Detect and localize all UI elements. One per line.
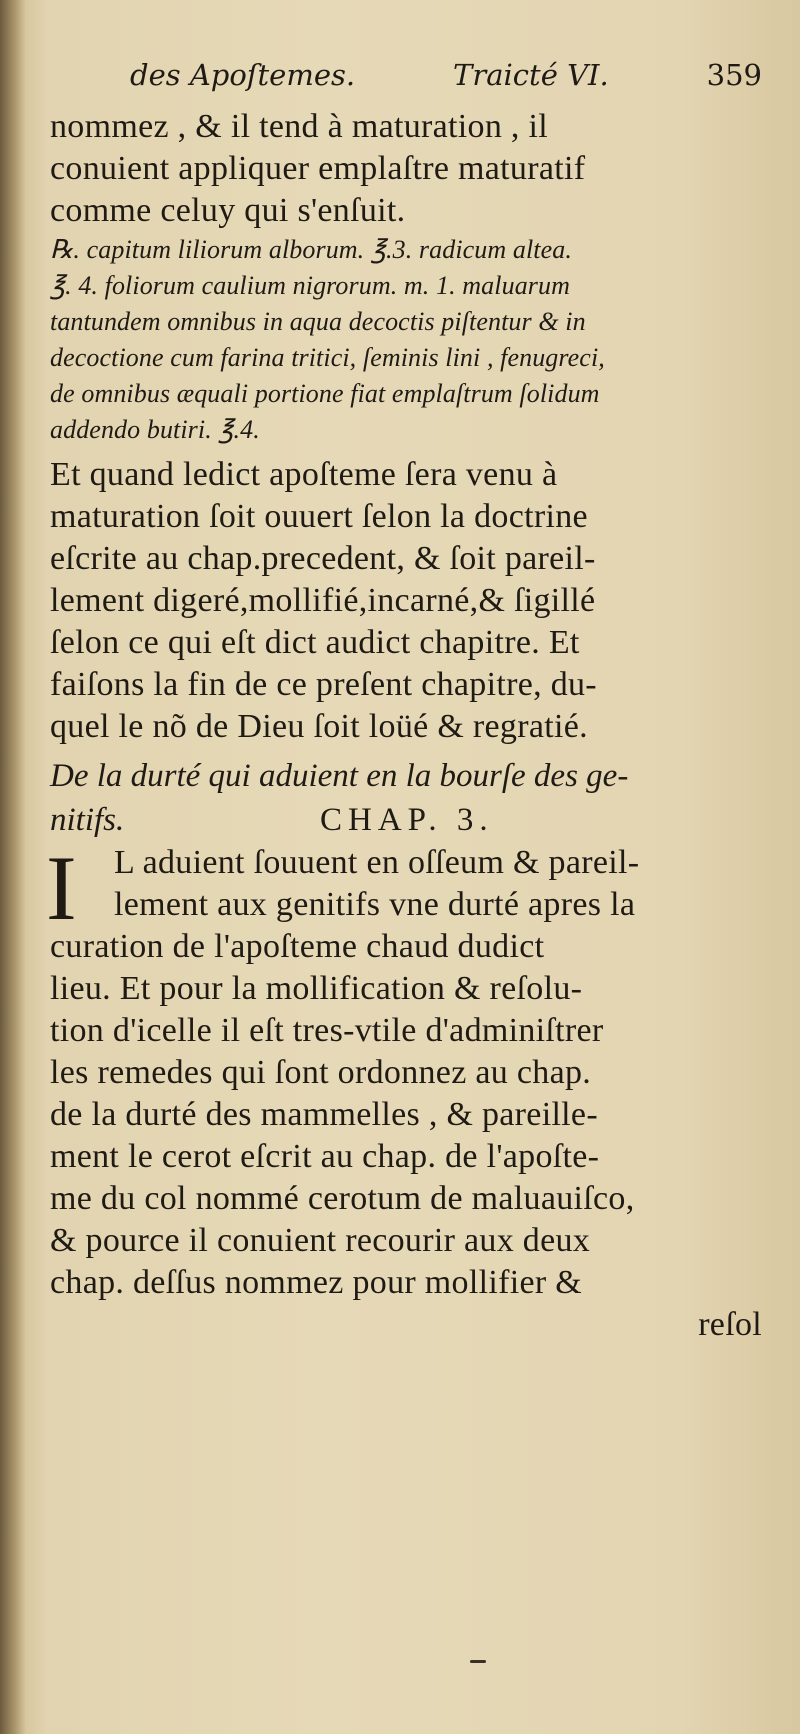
text-line: nommez , & il tend à maturation , il bbox=[50, 108, 549, 145]
text-line: tion d'icelle il eſt tres-vtile d'adminiſtrer bbox=[50, 1012, 604, 1049]
text-line: lement aux genitifs vne durté apres la bbox=[114, 886, 636, 923]
chapter-number: CHAP. 3. bbox=[320, 802, 494, 838]
recipe-line: decoctione cum farina tritici, ſeminis lini , fenugreci, bbox=[50, 343, 605, 372]
running-title: des Apoſtemes. bbox=[130, 58, 356, 92]
chapter-heading bbox=[50, 754, 770, 842]
text-line: me du col nommé cerotum de maluauiſco, bbox=[50, 1180, 635, 1217]
text-line: chap. deſſus nommez pour mollifier & bbox=[50, 1264, 583, 1301]
recipe-line: ℞. capitum liliorum alborum. ℥.3. radicum altea. bbox=[50, 235, 572, 264]
binding-gutter bbox=[0, 0, 26, 1734]
text-line: de la durté des mammelles , & pareille- bbox=[50, 1096, 598, 1133]
text-line: conuient appliquer emplaſtre maturatif bbox=[50, 150, 586, 187]
text-line: lieu. Et pour la mollification & reſolu- bbox=[50, 970, 583, 1007]
text-line: curation de l'apoſteme chaud dudict bbox=[50, 928, 545, 965]
text-line: quel le nõ de Dieu ſoit loüé & regratié. bbox=[50, 708, 588, 745]
paragraph-3 bbox=[46, 837, 770, 1304]
text-line: lement digeré,mollifié,incarné,& ſigillé bbox=[50, 582, 596, 619]
text-line: Et quand ledict apoſteme ſera venu à bbox=[50, 456, 558, 493]
latin-recipe bbox=[50, 232, 770, 448]
chapter-title-end: nitifs. bbox=[50, 802, 125, 838]
paragraph-1 bbox=[50, 106, 770, 232]
folio-number: 359 bbox=[706, 58, 762, 92]
drop-capital: I bbox=[46, 837, 77, 939]
paragraph-2 bbox=[50, 454, 770, 748]
text-line: eſcrite au chap.precedent, & ſoit pareil- bbox=[50, 540, 596, 577]
running-header bbox=[130, 58, 762, 106]
text-line: faiſons la fin de ce preſent chapitre, du- bbox=[50, 666, 597, 703]
text-line: ſelon ce qui eſt dict audict chapitre. Et bbox=[50, 624, 580, 661]
treatise-label: Traicté VI. bbox=[453, 58, 609, 92]
text-line: comme celuy qui s'enſuit. bbox=[50, 192, 406, 229]
text-line: ment le cerot eſcrit au chap. de l'apoſte- bbox=[50, 1138, 600, 1175]
page-text bbox=[46, 58, 770, 1346]
text-line: L aduient ſouuent en oſſeum & pareil- bbox=[114, 844, 640, 881]
text-line: les remedes qui ſont ordonnez au chap. bbox=[50, 1054, 592, 1091]
recipe-line: tantundem omnibus in aqua decoctis piſtentur & in bbox=[50, 307, 586, 336]
catchword: reſol bbox=[698, 1306, 762, 1343]
text-line: & pource il conuient recourir aux deux bbox=[50, 1222, 591, 1259]
recipe-line: ℥. 4. foliorum caulium nigrorum. m. 1. maluarum bbox=[50, 271, 570, 300]
recipe-line: de omnibus æquali portione fiat emplaſtrum ſolidum bbox=[50, 379, 600, 408]
chapter-title: De la durté qui aduient en la bourſe des ge- bbox=[50, 758, 629, 794]
recipe-line: addendo butiri. ℥.4. bbox=[50, 415, 260, 444]
ink-mark bbox=[470, 1660, 486, 1663]
text-line: maturation ſoit ouuert ſelon la doctrine bbox=[50, 498, 588, 535]
